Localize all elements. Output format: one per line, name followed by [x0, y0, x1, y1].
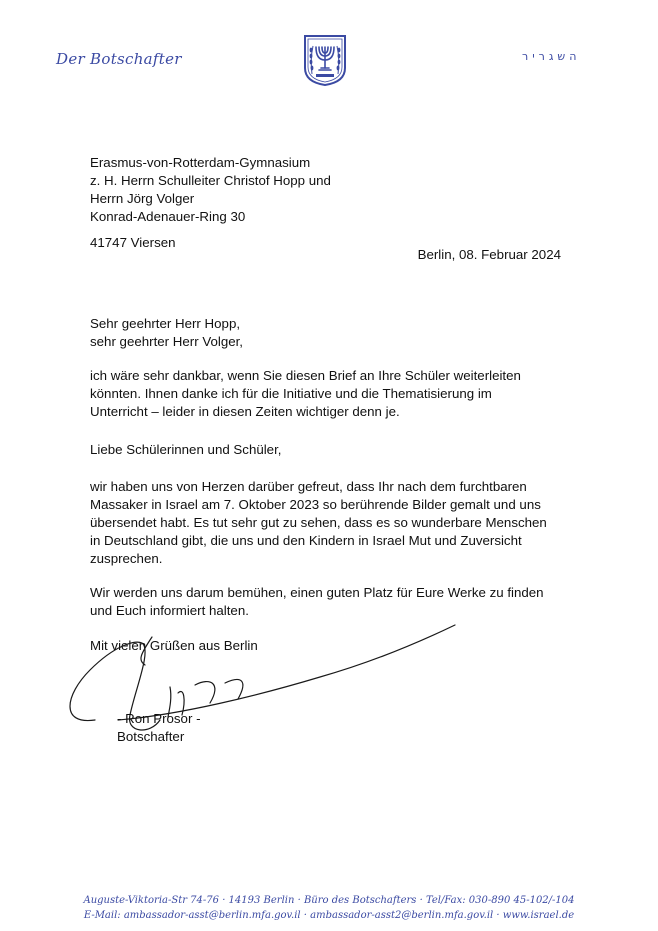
address-line: Konrad-Adenauer-Ring 30	[90, 209, 246, 224]
text-line: Unterricht – leider in diesen Zeiten wichtiger denn je.	[90, 404, 400, 419]
text-line: und Euch informiert halten.	[90, 603, 249, 618]
recipient-zip-city: 41747 Viersen	[90, 235, 176, 250]
footer-address: Auguste-Viktoria-Str 74-76 · 14193 Berlin · Büro des Botschafters · Tel/Fax: 030-890 45-102/-104	[83, 895, 575, 906]
text-line: übersendet habt. Es tut sehr gut zu sehen, dass es so wunderbare Menschen	[90, 515, 547, 530]
letterhead-hebrew: השגריר	[522, 50, 581, 63]
salutation-line: Sehr geehrter Herr Hopp,	[90, 316, 241, 331]
israel-emblem-icon	[302, 34, 348, 86]
footer-email: E-Mail: ambassador-asst@berlin.mfa.gov.il · ambassador-asst2@berlin.mfa.gov.il · www.israel.de	[83, 910, 575, 921]
text-line: in Deutschland gibt, die uns und den Kindern in Israel Mut und Zuversicht	[90, 533, 522, 548]
text-line: Massaker in Israel am 7. Oktober 2023 so berührende Bilder gemalt und uns	[90, 497, 541, 512]
address-line: Herrn Jörg Volger	[90, 191, 195, 206]
paragraph-1	[90, 367, 521, 421]
text-line: Wir werden uns darum bemühen, einen guten Platz für Eure Werke zu finden	[90, 585, 544, 600]
signatory-title: Botschafter	[117, 729, 185, 744]
text-line: wir haben uns von Herzen darüber gefreut, dass Ihr nach dem furchtbaren	[90, 479, 527, 494]
text-line: könnten. Ihnen danke ich für die Initiative und die Thematisierung im	[90, 386, 492, 401]
paragraph-3	[90, 478, 547, 568]
text-line: zusprechen.	[90, 551, 163, 566]
letter-date: Berlin, 08. Februar 2024	[417, 247, 561, 262]
signatory-name: - Ron Prosor -	[117, 711, 201, 726]
salutation	[90, 315, 243, 351]
text-line: ich wäre sehr dankbar, wenn Sie diesen Brief an Ihre Schüler weiterleiten	[90, 368, 521, 383]
recipient-address	[90, 154, 331, 226]
salutation-line: sehr geehrter Herr Volger,	[90, 334, 243, 349]
address-line: z. H. Herrn Schulleiter Christof Hopp und	[90, 173, 331, 188]
address-line: Erasmus-von-Rotterdam-Gymnasium	[90, 155, 311, 170]
paragraph-2: Liebe Schülerinnen und Schüler,	[90, 442, 282, 457]
closing-line: Mit vielen Grüßen aus Berlin	[90, 638, 258, 653]
letterhead-title: Der Botschafter	[56, 50, 182, 68]
